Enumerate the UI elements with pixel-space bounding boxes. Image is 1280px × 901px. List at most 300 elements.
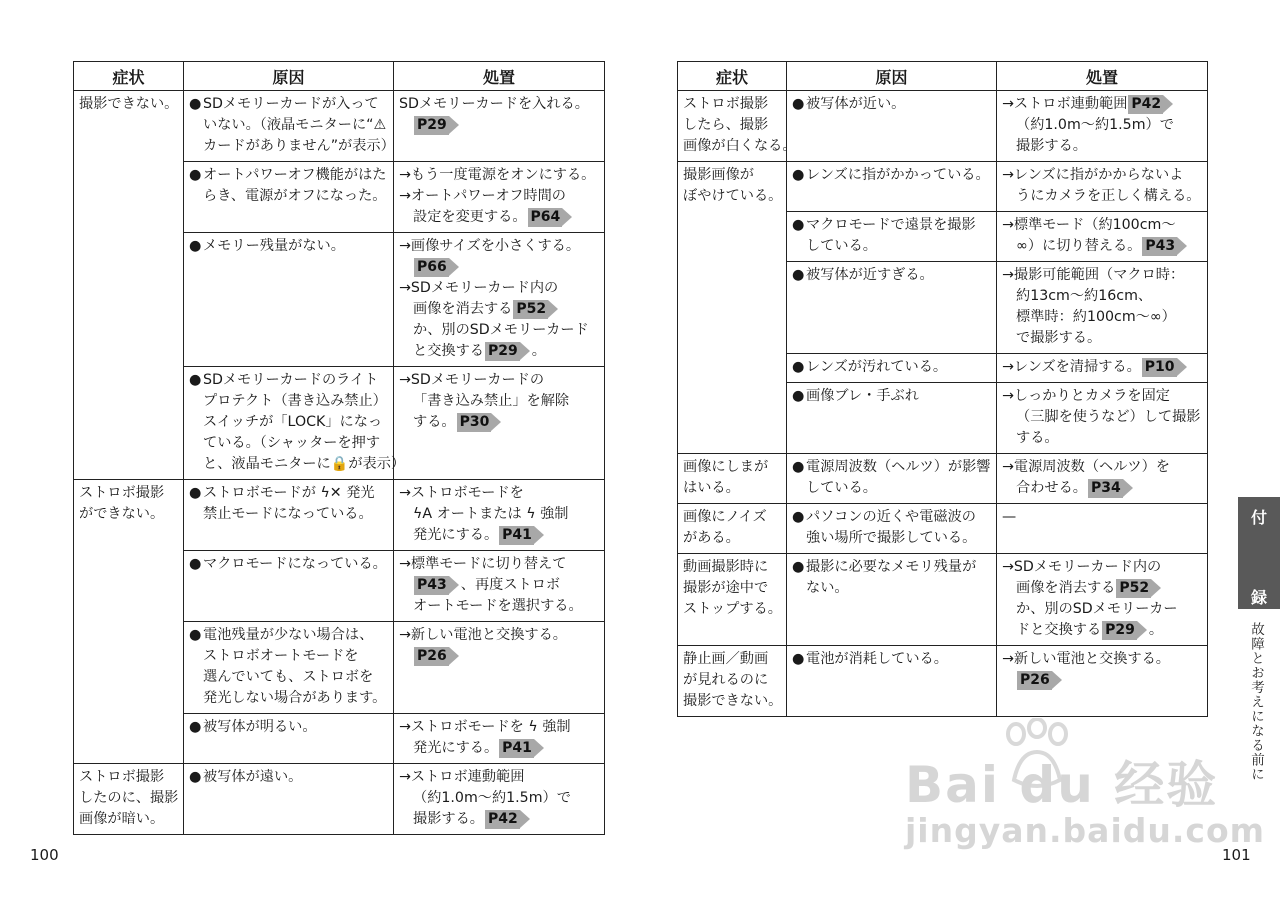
remedy-line [399,809,600,830]
cause-text: マクロモードで遠景を撮影 [806,217,976,233]
remedy-text: する。 [1016,430,1059,446]
remedy-text: ϟA オートまたは ϟ 強制 [413,506,569,522]
page-reference-tag: P41 [499,739,534,758]
bullet-mark: ● [189,485,202,501]
cause-cell [184,480,394,551]
appendix-tab-top: 付 [1250,508,1267,527]
page-reference-tag: P52 [1116,579,1151,598]
cause-text: マクロモードになっている。 [203,556,387,572]
table-row [74,480,605,551]
remedy-line [1002,507,1203,528]
cause-line [189,236,389,257]
remedy-text: （三脚を使うなど）して撮影 [1016,409,1201,425]
remedy-text: →ストロボ連動範囲 [399,769,525,785]
cause-line [189,667,389,688]
symptom-line: ストロボ撮影 [683,96,769,112]
remedy-line [1002,428,1203,449]
cause-cell [787,162,997,212]
remedy-line [399,207,600,228]
remedy-text: 画像を消去する [1016,580,1116,596]
remedy-text: →標準モード（約100cm〜 [1002,217,1176,233]
cause-line [792,578,992,599]
cause-cell [184,367,406,480]
cause-cell [184,233,394,367]
bullet-mark: ● [189,556,202,572]
symptom-line: 撮影画像が [683,167,754,183]
symptom-line: 画像が白くなる。 [683,138,797,154]
header-remedy: 処置 [394,62,605,91]
remedy-line [399,625,600,646]
symptom-line: 静止画／動画 [683,651,769,667]
cause-text: と、液晶モニターに🔒が表示） [203,456,406,472]
cause-text: 電池残量が少ない場合は、 [203,627,374,643]
remedy-line [399,370,600,391]
remedy-text: ドと交換する [1016,622,1102,638]
remedy-line [1002,236,1203,257]
cause-text: 被写体が明るい。 [203,719,317,735]
remedy-cell [997,212,1208,262]
remedy-cell [394,714,605,764]
cause-text: スイッチが「LOCK」になっ [203,414,383,430]
symptom-cell [678,454,787,504]
remedy-text: （約1.0m〜約1.5m）で [413,790,571,806]
remedy-text: →レンズに指がかからないよ [1002,167,1184,183]
cause-line [792,236,992,257]
cause-text: 電池が消耗している。 [806,651,948,667]
watermark-line1: Bai du 经验 [905,756,1219,814]
cause-line [792,94,992,115]
bullet-mark: ● [189,167,202,183]
remedy-text: →画像サイズを小さくする。 [399,238,581,254]
remedy-line [399,320,600,341]
remedy-line [399,412,600,433]
left-troubleshooting-table [73,61,605,835]
cause-line [792,165,992,186]
remedy-text: する。 [413,414,456,430]
bullet-mark: ● [792,459,805,475]
remedy-text: →ストロボモードを ϟ 強制 [399,719,571,735]
cause-line [189,391,389,412]
cause-line [792,215,992,236]
remedy-text: — [1002,509,1017,525]
cause-line [189,717,389,738]
remedy-line [399,165,600,186]
page-reference-tag: P42 [485,810,520,829]
remedy-line [399,186,600,207]
cause-text: メモリー残量がない。 [203,238,345,254]
remedy-line [399,341,600,362]
remedy-text: →しっかりとカメラを固定 [1002,388,1170,404]
cause-line [189,136,395,157]
cause-text: SDメモリーカードが入って [203,96,379,112]
remedy-text: →新しい電池と交換する。 [399,627,567,643]
cause-cell [184,622,394,714]
cause-cell [184,551,394,622]
remedy-line [1002,599,1203,620]
cause-text: 被写体が近い。 [806,96,906,112]
cause-line [189,504,389,525]
cause-cell [787,383,997,454]
bullet-mark: ● [792,167,805,183]
remedy-cell [997,262,1208,354]
table-row [678,646,1208,717]
cause-cell [184,91,394,162]
table-row [678,454,1208,504]
remedy-line [1002,478,1203,499]
bullet-mark: ● [189,372,202,388]
remedy-line [1002,578,1203,599]
page-reference-tag: P52 [513,300,548,319]
remedy-cell [997,383,1208,454]
cause-line [792,507,992,528]
remedy-text: →標準モードに切り替えて [399,556,567,572]
bullet-mark: ● [189,769,202,785]
remedy-line [1002,94,1203,115]
remedy-line [399,483,600,504]
remedy-text: 、再度ストロボ [460,577,561,593]
remedy-cell [394,91,605,162]
remedy-text: 画像を消去する [413,301,513,317]
remedy-line [399,717,600,738]
cause-cell [787,454,997,504]
cause-text: カードがありません”が表示） [203,138,395,154]
remedy-line [1002,136,1203,157]
symptom-line: 画像にノイズ [683,509,767,525]
symptom-line: 撮影できない。 [683,693,783,709]
symptom-cell [74,480,184,764]
remedy-text: （約1.0m〜約1.5m）で [1016,117,1174,133]
page-number-right: 101 [1222,846,1251,864]
cause-cell [184,714,394,764]
symptom-line: が見れるのに [683,672,769,688]
table-row [74,91,605,162]
cause-cell [787,646,997,717]
cause-line [792,557,992,578]
remedy-text: →レンズを清掃する。 [1002,359,1141,375]
symptom-cell [678,554,787,646]
cause-cell [787,212,997,262]
remedy-text: 「書き込み禁止」を解除 [413,393,570,409]
bullet-mark: ● [792,359,805,375]
remedy-text: で撮影する。 [1016,330,1102,346]
remedy-text: →ストロボ連動範囲 [1002,96,1128,112]
table-row [74,764,605,835]
cause-cell [787,504,997,554]
remedy-cell [997,646,1208,717]
bullet-mark: ● [189,96,202,112]
remedy-line [399,575,600,596]
remedy-cell [394,622,605,714]
cause-line [189,646,389,667]
cause-text: 被写体が近すぎる。 [806,267,934,283]
bullet-mark: ● [189,627,202,643]
bullet-mark: ● [189,238,202,254]
symptom-line: 動画撮影時に [683,559,769,575]
watermark [905,745,1265,850]
cause-text: 電源周波数（ヘルツ）が影響 [806,459,991,475]
remedy-cell [394,233,605,367]
remedy-text: 。 [1148,622,1164,638]
remedy-line [1002,186,1203,207]
cause-line [792,478,992,499]
remedy-text: 設定を変更する。 [413,209,527,225]
bullet-mark: ● [792,217,805,233]
page-reference-tag: P43 [414,576,449,595]
remedy-text: か、別のSDメモリーカー [1016,601,1178,617]
remedy-line [399,788,600,809]
header-cause: 原因 [184,62,394,91]
page-reference-tag: P29 [485,342,520,361]
remedy-line [399,738,600,759]
remedy-cell [997,91,1208,162]
remedy-cell [394,551,605,622]
remedy-text: →もう一度電源をオンにする。 [399,167,596,183]
cause-text: プロテクト（書き込み禁止） [203,393,387,409]
remedy-cell [394,367,605,480]
remedy-text: 約13cm〜約16cm、 [1016,288,1153,304]
cause-line [792,265,992,286]
cause-text: ストロボモードが ϟ✕ 発光 [203,485,375,501]
cause-line [792,649,992,670]
cause-text: 発光しない場合があります。 [203,690,387,706]
remedy-line [1002,407,1203,428]
table-row [678,554,1208,646]
remedy-line [399,299,600,320]
remedy-cell [394,480,605,551]
remedy-text: 発光にする。 [413,740,499,756]
symptom-cell [74,764,184,835]
cause-cell [787,354,997,383]
cause-cell [787,554,997,646]
cause-line [189,94,389,115]
cause-line [189,115,389,136]
cause-text: レンズが汚れている。 [806,359,948,375]
remedy-text: か、別のSDメモリーカード [413,322,589,338]
cause-text: オートパワーオフ機能がはた [203,167,387,183]
remedy-text: 撮影する。 [1016,138,1087,154]
page-reference-tag: P34 [1088,479,1123,498]
cause-line [189,165,389,186]
cause-text: パソコンの近くや電磁波の [806,509,976,525]
symptom-line: ストップする。 [683,601,782,617]
remedy-text: ∞）に切り替える。 [1016,238,1142,254]
bullet-mark: ● [792,509,805,525]
remedy-line [399,767,600,788]
bullet-mark: ● [792,267,805,283]
symptom-cell [678,91,797,162]
page-reference-tag: P26 [414,647,449,666]
cause-text: ストロボオートモードを [203,648,359,664]
symptom-line: はいる。 [683,480,740,496]
remedy-text: →新しい電池と交換する。 [1002,651,1170,667]
bullet-mark: ● [792,96,805,112]
cause-text: 選んでいても、ストロボを [203,669,374,685]
remedy-line [399,525,600,546]
remedy-text: SDメモリーカードを入れる。 [399,96,589,112]
remedy-line [1002,307,1203,328]
table-row [678,91,1208,162]
remedy-text: うにカメラを正しく構える。 [1016,188,1201,204]
cause-line [792,457,992,478]
cause-line [189,483,389,504]
cause-text: いない。（液晶モニターに“⚠ [203,117,387,133]
remedy-cell [997,554,1208,646]
cause-line [189,412,389,433]
cause-text: している。 [806,238,877,254]
section-vertical-title: 故障とお考えになる前に [1248,622,1264,782]
symptom-line: 画像が暗い。 [79,811,165,827]
symptom-cell [678,162,787,454]
cause-line [189,625,389,646]
cause-cell [184,162,394,233]
symptom-line: ストロボ撮影 [79,769,165,785]
remedy-cell [997,162,1208,212]
remedy-text: →電源周波数（ヘルツ）を [1002,459,1170,475]
remedy-text: →ストロボモードを [399,485,524,501]
remedy-line [399,257,600,278]
cause-cell [787,262,997,354]
symptom-cell [678,646,787,717]
remedy-text: 発光にする。 [413,527,499,543]
cause-text: レンズに指がかかっている。 [806,167,990,183]
remedy-line [399,391,600,412]
remedy-text: オートモードを選択する。 [413,598,583,614]
remedy-text: →オートパワーオフ時間の [399,188,566,204]
header-symptom: 症状 [678,62,787,91]
remedy-line [399,115,600,136]
remedy-line [399,646,600,667]
cause-line [792,386,992,407]
cause-text: らき、電源がオフになった。 [203,188,387,204]
page-reference-tag: P41 [499,526,534,545]
remedy-line [399,504,600,525]
remedy-line [1002,457,1203,478]
remedy-line [399,94,600,115]
remedy-text: と交換する [413,343,484,359]
cause-text: 被写体が遠い。 [203,769,303,785]
cause-text: ている。（シャッターを押す [203,435,381,451]
cause-cell [184,764,394,835]
remedy-line [1002,165,1203,186]
remedy-line [1002,386,1203,407]
cause-text: 禁止モードになっている。 [203,506,373,522]
symptom-cell [678,504,787,554]
cause-text: 強い場所で撮影している。 [806,530,977,546]
cause-line [189,186,389,207]
table-row [678,162,1208,212]
appendix-tab [1238,497,1280,609]
page-reference-tag: P29 [414,116,449,135]
remedy-line [1002,557,1203,578]
header-symptom: 症状 [74,62,184,91]
right-troubleshooting-table [677,61,1208,717]
bullet-mark: ● [792,388,805,404]
table-row [678,504,1208,554]
bullet-mark: ● [792,559,805,575]
page-reference-tag: P29 [1102,621,1137,640]
appendix-tab-bottom: 録 [1250,588,1267,607]
bullet-mark: ● [189,719,202,735]
remedy-line [399,236,600,257]
remedy-line [1002,357,1203,378]
remedy-text: →撮影可能範囲（マクロ時： [1002,267,1185,283]
cause-cell [787,91,997,162]
remedy-cell [394,764,605,835]
cause-text: 画像ブレ・手ぶれ [806,388,919,404]
cause-line [189,433,389,454]
remedy-line [399,596,600,617]
remedy-cell [394,162,605,233]
symptom-line: ぼやけている。 [683,188,783,204]
cause-text: 撮影に必要なメモリ残量が [806,559,977,575]
remedy-cell [997,454,1208,504]
remedy-line [1002,328,1203,349]
symptom-line: 画像にしまが [683,459,769,475]
cause-text: ない。 [806,580,849,596]
cause-line [792,357,992,378]
watermark-line2: jingyan.baidu.com [905,811,1266,850]
remedy-line [1002,215,1203,236]
remedy-text: 。 [531,343,546,359]
header-cause: 原因 [787,62,997,91]
remedy-text: 撮影する。 [413,811,484,827]
page-reference-tag: P64 [528,208,563,227]
cause-line [189,688,389,709]
remedy-line [1002,265,1203,286]
remedy-text: →SDメモリーカード内の [1002,559,1162,575]
remedy-text: →SDメモリーカード内の [399,280,559,296]
remedy-line [1002,620,1203,641]
remedy-line [1002,286,1203,307]
header-remedy: 処置 [997,62,1208,91]
remedy-text: 標準時：約100cm〜∞） [1016,309,1176,325]
page-reference-tag: P30 [457,413,492,432]
symptom-line: ストロボ撮影 [79,485,165,501]
symptom-line: がある。 [683,530,740,546]
cause-line [792,528,992,549]
symptom-line: ができない。 [79,506,165,522]
cause-line [189,370,389,391]
symptom-cell [74,91,184,480]
remedy-line [1002,115,1203,136]
page-reference-tag: P43 [1142,237,1177,256]
watermark-paw-icon [1000,718,1074,798]
symptom-line: 撮影できない。 [79,96,179,112]
remedy-line [399,278,600,299]
remedy-text: 合わせる。 [1016,480,1087,496]
page-reference-tag: P42 [1128,95,1163,114]
page-reference-tag: P10 [1142,358,1177,377]
remedy-line [1002,649,1203,670]
cause-text: している。 [806,480,877,496]
cause-line [189,767,389,788]
symptom-line: したのに、撮影 [79,790,179,806]
remedy-line [1002,670,1203,691]
bullet-mark: ● [792,651,805,667]
page-number-left: 100 [30,846,59,864]
remedy-cell [997,504,1208,554]
remedy-text: →SDメモリーカードの [399,372,545,388]
cause-text: SDメモリーカードのライト [203,372,379,388]
cause-line [189,454,406,475]
cause-line [189,554,389,575]
symptom-line: 撮影が途中で [683,580,769,596]
remedy-cell [997,354,1208,383]
page-reference-tag: P26 [1017,671,1052,690]
remedy-line [399,554,600,575]
symptom-line: したら、撮影 [683,117,769,133]
page-reference-tag: P66 [414,258,449,277]
